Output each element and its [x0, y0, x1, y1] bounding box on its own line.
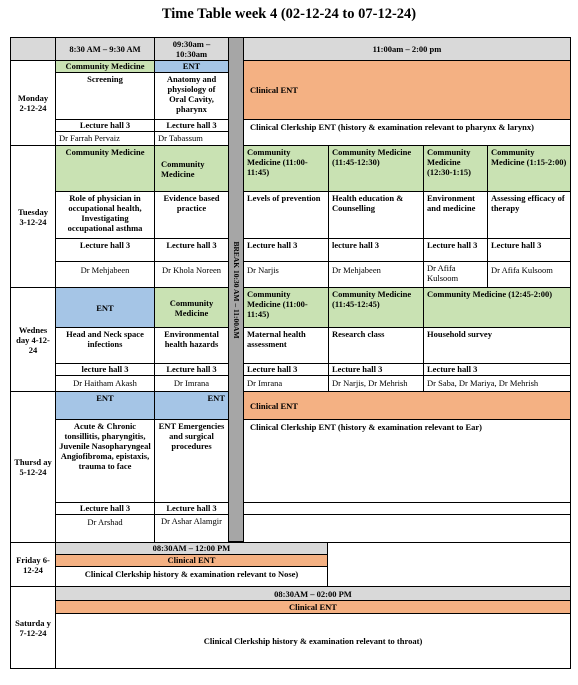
wed-s2-topic: Environmental health hazards — [154, 327, 229, 364]
fri-time: 08:30AM – 12:00 PM — [55, 542, 328, 555]
wed-b-topic: Research class — [328, 327, 424, 364]
thu-s1-subject: ENT — [55, 391, 155, 420]
tue-s2-topic: Evidence based practice — [154, 191, 229, 239]
wed-b-teacher: Dr Narjis, Dr Mehrish — [328, 375, 424, 392]
sat-clerkship: Clinical Clerkship history & examination relevant to throat) — [55, 613, 571, 669]
tue-s2-venue: Lecture hall 3 — [154, 238, 229, 262]
mon-s1-venue: Lecture hall 3 — [55, 119, 155, 132]
wed-s1-venue: lecture hall 3 — [55, 363, 155, 376]
day-monday: Monday 2-12-24 — [10, 60, 56, 146]
mon-s1-topic: Screening — [55, 72, 155, 120]
wed-s2-venue: Lecture hall 3 — [154, 363, 229, 376]
wed-s1-topic: Head and Neck space infections — [55, 327, 155, 364]
sat-time: 08:30AM – 02:00 PM — [55, 586, 571, 601]
tue-s1-topic: Role of physician in occupational health, Investigating occupational asthma — [55, 191, 155, 239]
wed-b-venue: Lecture hall 3 — [328, 363, 424, 376]
wed-s1-subject: ENT — [55, 287, 155, 328]
thu-s1-venue: Lecture hall 3 — [55, 502, 155, 515]
tue-b-topic: Health education & Counselling — [328, 191, 424, 239]
header-slot-3: 11:00am – 2:00 pm — [243, 37, 571, 61]
day-tuesday: Tuesday 3-12-24 — [10, 145, 56, 288]
wed-s1-teacher: Dr Haitham Akash — [55, 375, 155, 392]
tue-d-subject: Community Medicine (1:15-2:00) — [487, 145, 571, 192]
day-wednesday: Wednes day 4-12-24 — [10, 287, 56, 392]
thu-s2-topic: ENT Emergencies and surgical procedures — [154, 419, 229, 503]
sat-clinical: Clinical ENT — [55, 600, 571, 614]
mon-s1-teacher: Dr Farrah Pervaiz — [55, 131, 155, 146]
break-label: BREAK 10:30 AM – 11:00AM — [232, 240, 241, 339]
tue-c-subject: Community Medicine (12:30-1:15) — [423, 145, 488, 192]
tue-a-venue: Lecture hall 3 — [243, 238, 329, 262]
tue-s2-subject: Community Medicine — [154, 145, 229, 192]
day-thursday: Thursd ay 5-12-24 — [10, 391, 56, 543]
mon-s2-teacher: Dr Tabassum — [154, 131, 229, 146]
header-slot-2: 09:30am – 10:30am — [154, 37, 229, 61]
mon-s2-topic: Anatomy and physiology of Oral Cavity, pharynx — [154, 72, 229, 120]
fri-empty — [327, 542, 571, 587]
tue-s1-teacher: Dr Mehjabeen — [55, 261, 155, 288]
day-friday: Friday 6-12-24 — [10, 542, 56, 587]
tue-a-topic: Levels of prevention — [243, 191, 329, 239]
thu-s2-subject: ENT — [154, 391, 229, 420]
mon-s2-subject: ENT — [154, 60, 229, 73]
thu-clerkship: Clinical Clerkship ENT (history & examination relevant to Ear) — [243, 419, 571, 503]
wed-b-subject: Community Medicine (11:45-12:45) — [328, 287, 424, 328]
tue-s2-teacher: Dr Khola Noreen — [154, 261, 229, 288]
wed-a-teacher: Dr Imrana — [243, 375, 329, 392]
mon-clinical: Clinical ENT — [243, 60, 571, 120]
tue-c-topic: Environment and medicine — [423, 191, 488, 239]
thu-s2-teacher: Dr Ashar Alamgir — [154, 514, 229, 543]
thu-clinical: Clinical ENT — [243, 391, 571, 420]
mon-s1-subject: Community Medicine — [55, 60, 155, 73]
tue-b-teacher: Dr Mehjabeen — [328, 261, 424, 288]
thu-s1-topic: Acute & Chronic tonsillitis, pharyngitis, Juvenile Nasopharyngeal Angiofibroma, epistaxis, trauma to face — [55, 419, 155, 503]
tue-a-subject: Community Medicine (11:00-11:45) — [243, 145, 329, 192]
wed-c-topic: Household survey — [423, 327, 571, 364]
tue-b-venue: lecture hall 3 — [328, 238, 424, 262]
page-title: Time Table week 4 (02-12-24 to 07-12-24) — [161, 6, 417, 22]
fri-clinical: Clinical ENT — [55, 554, 328, 567]
thu-s2-venue: Lecture hall 3 — [154, 502, 229, 515]
tue-a-teacher: Dr Narjis — [243, 261, 329, 288]
header-slot-1: 8:30 AM – 9:30 AM — [55, 37, 155, 61]
mon-s2-venue: Lecture hall 3 — [154, 119, 229, 132]
wed-a-subject: Community Medicine (11:00-11:45) — [243, 287, 329, 328]
header-day-cell — [10, 37, 56, 61]
wed-a-venue: Lecture hall 3 — [243, 363, 329, 376]
wed-c-venue: Lecture hall 3 — [423, 363, 571, 376]
wed-a-topic: Maternal health assessment — [243, 327, 329, 364]
tue-s1-subject: Community Medicine — [55, 145, 155, 192]
mon-clerkship: Clinical Clerkship ENT (history & examination relevant to pharynx & larynx) — [243, 119, 571, 146]
wed-s2-teacher: Dr Imrana — [154, 375, 229, 392]
tue-d-venue: Lecture hall 3 — [487, 238, 571, 262]
tue-c-venue: Lecture hall 3 — [423, 238, 488, 262]
wed-c-subject: Community Medicine (12:45-2:00) — [423, 287, 571, 328]
tue-d-topic: Assessing efficacy of therapy — [487, 191, 571, 239]
thu-empty-2 — [243, 514, 571, 543]
day-saturday: Saturda y 7-12-24 — [10, 586, 56, 669]
thu-s1-teacher: Dr Arshad — [55, 514, 155, 543]
wed-s2-subject: Community Medicine — [154, 287, 229, 328]
tue-c-teacher: Dr Afifa Kulsoom — [423, 261, 488, 288]
break-column — [228, 37, 244, 542]
tue-s1-venue: Lecture hall 3 — [55, 238, 155, 262]
fri-clerkship: Clinical Clerkship history & examination relevant to Nose) — [55, 566, 328, 587]
wed-c-teacher: Dr Saba, Dr Mariya, Dr Mehrish — [423, 375, 571, 392]
tue-d-teacher: Dr Afifa Kulsoom — [487, 261, 571, 288]
tue-b-subject: Community Medicine (11:45-12:30) — [328, 145, 424, 192]
